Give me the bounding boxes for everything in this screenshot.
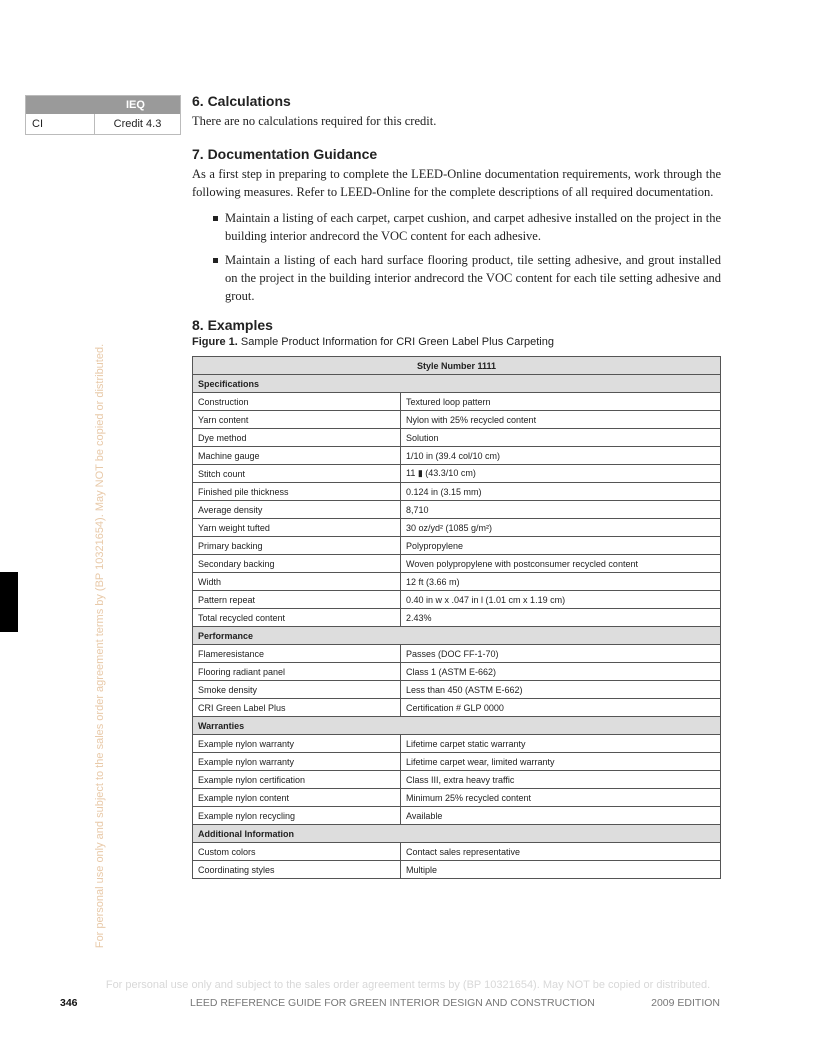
- table-row: [193, 555, 721, 573]
- figure-caption: [192, 336, 721, 348]
- spec-value: Multiple: [401, 861, 721, 879]
- spec-value: Available: [401, 807, 721, 825]
- table-row: [193, 483, 721, 501]
- table-header: Style Number 1111: [193, 357, 721, 375]
- documentation-heading: 7. Documentation Guidance: [192, 146, 378, 162]
- list-item: Maintain a listing of each hard surface flooring product, tile setting adhesive, and grout installed on the project in the building interior andrecord the VOC content for each tile setting adhesive and grout.: [225, 253, 721, 303]
- table-row: [193, 807, 721, 825]
- spec-value: 8,710: [401, 501, 721, 519]
- spec-value: Solution: [401, 429, 721, 447]
- spec-label: Yarn weight tufted: [193, 519, 401, 537]
- table-section-header: Performance: [193, 627, 721, 645]
- table-row: [193, 753, 721, 771]
- credit-category: IEQ: [26, 96, 180, 114]
- spec-label: Example nylon recycling: [193, 807, 401, 825]
- table-row: [193, 789, 721, 807]
- spec-value: Lifetime carpet wear, limited warranty: [401, 753, 721, 771]
- calculations-text: There are no calculations required for this credit.: [192, 114, 437, 128]
- figure-label: Figure 1.: [192, 336, 238, 348]
- table-row: [193, 735, 721, 753]
- table-row: [193, 591, 721, 609]
- main-content: [192, 93, 721, 879]
- spec-label: Secondary backing: [193, 555, 401, 573]
- spec-value: 11 ▮ (43.3/10 cm): [401, 465, 721, 483]
- spec-value: Minimum 25% recycled content: [401, 789, 721, 807]
- table-row: [193, 537, 721, 555]
- table-row: [193, 861, 721, 879]
- table-row: [193, 771, 721, 789]
- table-row: [193, 429, 721, 447]
- spec-label: Width: [193, 573, 401, 591]
- spec-value: Textured loop pattern: [401, 393, 721, 411]
- table-section-header: Specifications: [193, 375, 721, 393]
- spec-value: Class III, extra heavy traffic: [401, 771, 721, 789]
- spec-value: Contact sales representative: [401, 843, 721, 861]
- spec-label: Construction: [193, 393, 401, 411]
- spec-label: Average density: [193, 501, 401, 519]
- footer-watermark: For personal use only and subject to the sales order agreement terms by (BP 10321654). May NOT be copied or distributed.: [105, 979, 711, 991]
- table-row: [193, 393, 721, 411]
- table-row: [193, 699, 721, 717]
- spec-label: CRI Green Label Plus: [193, 699, 401, 717]
- spec-label: Pattern repeat: [193, 591, 401, 609]
- table-row: [193, 447, 721, 465]
- spec-label: Primary backing: [193, 537, 401, 555]
- diagonal-watermark: For personal use only and subject to the sales order agreement terms by (BP 10321654). May NOT be copied or distributed.: [94, 343, 106, 949]
- rating-system: CI: [26, 114, 95, 134]
- spec-value: Woven polypropylene with postconsumer recycled content: [401, 555, 721, 573]
- spec-label: Flooring radiant panel: [193, 663, 401, 681]
- spec-value: Lifetime carpet static warranty: [401, 735, 721, 753]
- list-item: Maintain a listing of each carpet, carpet cushion, and carpet adhesive installed on the project in the building interior andrecord the VOC content for each adhesive.: [225, 211, 721, 243]
- spec-label: Total recycled content: [193, 609, 401, 627]
- spec-value: Polypropylene: [401, 537, 721, 555]
- spec-value: 1/10 in (39.4 col/10 cm): [401, 447, 721, 465]
- spec-label: Flameresistance: [193, 645, 401, 663]
- table-section-header: Additional Information: [193, 825, 721, 843]
- credit-number: Credit 4.3: [113, 118, 162, 130]
- spec-label: Stitch count: [193, 465, 401, 483]
- spec-label: Yarn content: [193, 411, 401, 429]
- spec-label: Finished pile thickness: [193, 483, 401, 501]
- product-info-table: [192, 356, 721, 879]
- spec-value: Certification # GLP 0000: [401, 699, 721, 717]
- documentation-text: As a first step in preparing to complete the LEED-Online documentation requirements, work through the following measures. Refer to LEED-Online for the complete descriptions of all required documentation.: [192, 167, 721, 199]
- page-number: 346: [60, 997, 78, 1009]
- spec-value: 0.124 in (3.15 mm): [401, 483, 721, 501]
- calculations-heading: 6. Calculations: [192, 93, 291, 109]
- spec-label: Dye method: [193, 429, 401, 447]
- table-row: [193, 843, 721, 861]
- table-row: [193, 519, 721, 537]
- table-row: [193, 501, 721, 519]
- spec-value: 2.43%: [401, 609, 721, 627]
- table-section-header: Warranties: [193, 717, 721, 735]
- table-row: [193, 573, 721, 591]
- spec-value: Less than 450 (ASTM E-662): [401, 681, 721, 699]
- table-row: [193, 681, 721, 699]
- spec-value: Class 1 (ASTM E-662): [401, 663, 721, 681]
- spec-label: Custom colors: [193, 843, 401, 861]
- spec-value: Passes (DOC FF-1-70): [401, 645, 721, 663]
- spec-label: Machine gauge: [193, 447, 401, 465]
- spec-label: Example nylon warranty: [193, 735, 401, 753]
- figure-caption-text: Sample Product Information for CRI Green Label Plus Carpeting: [240, 336, 554, 348]
- spec-value: 30 oz/yd² (1085 g/m²): [401, 519, 721, 537]
- examples-heading: 8. Examples: [192, 317, 273, 333]
- spec-label: Coordinating styles: [193, 861, 401, 879]
- footer-edition: 2009 EDITION: [651, 997, 720, 1009]
- spec-label: Example nylon warranty: [193, 753, 401, 771]
- credit-badge: [25, 95, 181, 135]
- footer-title: LEED REFERENCE GUIDE FOR GREEN INTERIOR DESIGN AND CONSTRUCTION: [190, 997, 595, 1009]
- section-tab-marker: [0, 572, 18, 632]
- table-row: [193, 411, 721, 429]
- table-row: [193, 645, 721, 663]
- table-row: [193, 663, 721, 681]
- spec-label: Smoke density: [193, 681, 401, 699]
- table-row: [193, 609, 721, 627]
- documentation-list: [192, 209, 721, 305]
- spec-value: 12 ft (3.66 m): [401, 573, 721, 591]
- spec-label: Example nylon certification: [193, 771, 401, 789]
- spec-label: Example nylon content: [193, 789, 401, 807]
- spec-value: Nylon with 25% recycled content: [401, 411, 721, 429]
- table-row: [193, 465, 721, 483]
- spec-value: 0.40 in w x .047 in l (1.01 cm x 1.19 cm): [401, 591, 721, 609]
